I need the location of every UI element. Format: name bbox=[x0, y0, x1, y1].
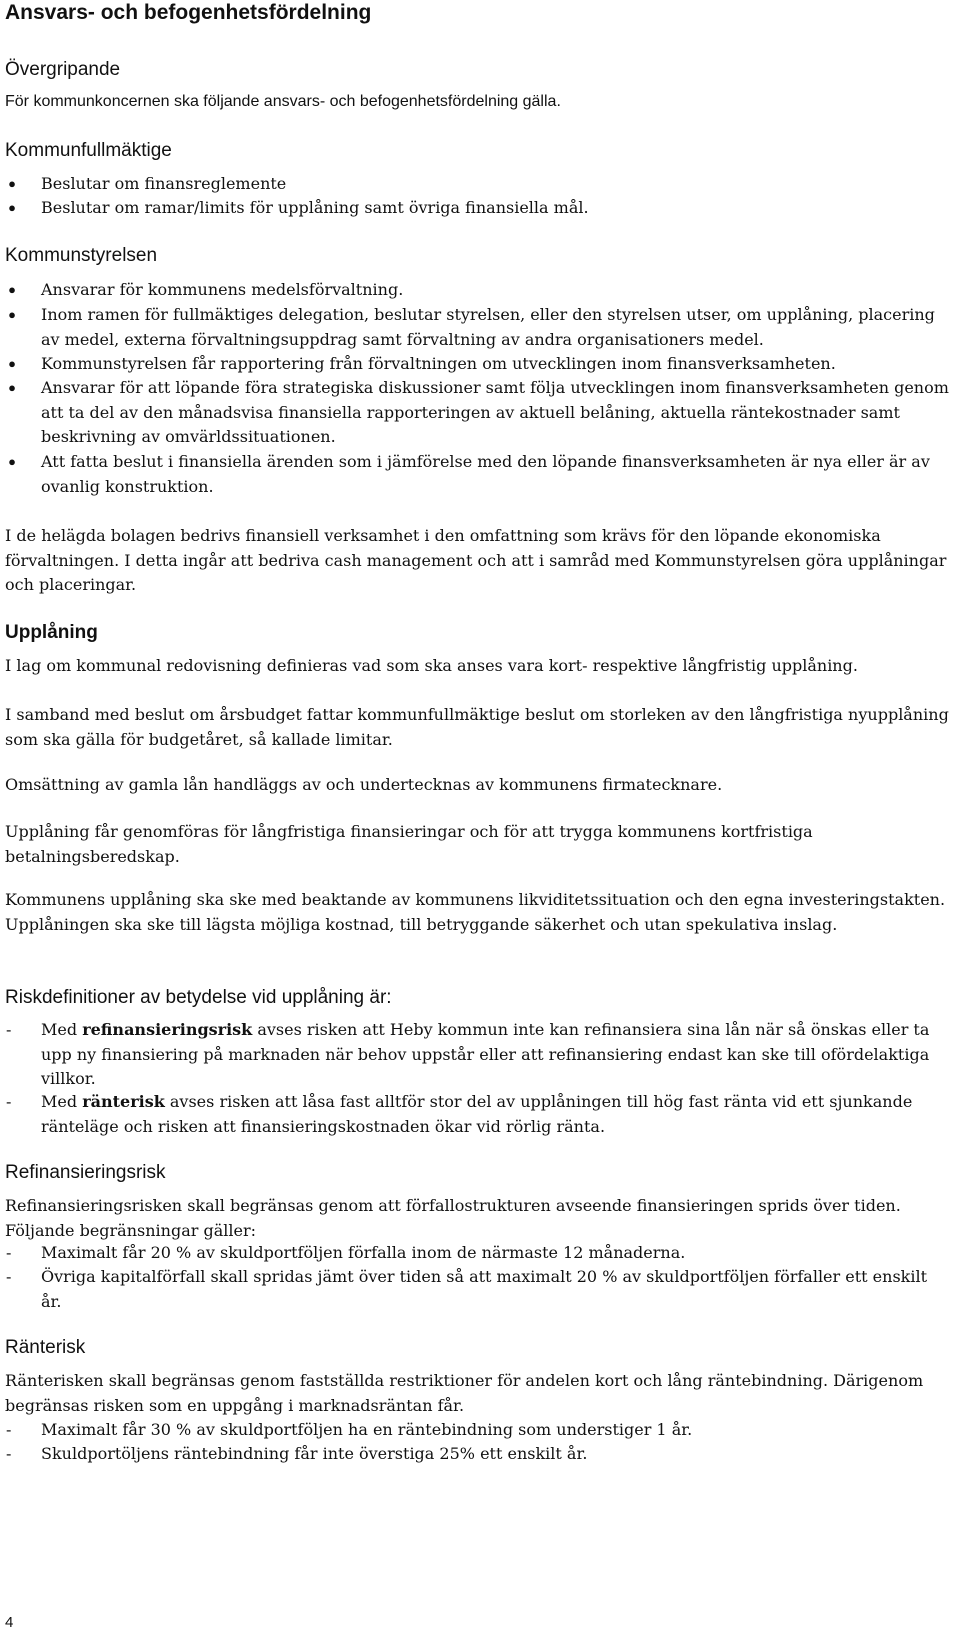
list-item-text: Med bbox=[41, 1092, 83, 1111]
list-item-text: Med bbox=[41, 1020, 83, 1039]
paragraph-refinansieringsrisk: Refinansieringsrisken skall begränsas genom att förfallostrukturen avseende finansieringen sprids över tiden. Följande begränsningar gäller: bbox=[5, 1196, 901, 1240]
paragraph-upplaning-3: Omsättning av gamla lån handläggs av och undertecknas av kommunens firmatecknare. bbox=[5, 775, 723, 794]
list-item bbox=[41, 1018, 951, 1092]
list-item-text: Kommunstyrelsen får rapportering från förvaltningen om utvecklingen inom finansverksamheten. bbox=[41, 354, 836, 373]
list-item bbox=[41, 196, 951, 221]
heading-kommunstyrelsen: Kommunstyrelsen bbox=[5, 245, 158, 266]
paragraph-ranterisk: Ränterisken skall begränsas genom fastställda restriktioner för andelen kort och lång räntebindning. Därigenom begränsas risken som en uppgång i marknadsräntan får. bbox=[5, 1371, 924, 1415]
list-item-text: Att fatta beslut i finansiella ärenden som i jämförelse med den löpande finansverksamheten är nya eller är av ovanlig konstruktion. bbox=[41, 452, 930, 496]
page-number: 4 bbox=[5, 1614, 14, 1631]
dash-icon: - bbox=[6, 1420, 12, 1439]
list-item-text: Maximalt får 20 % av skuldportföljen förfalla inom de närmaste 12 månaderna. bbox=[41, 1243, 686, 1262]
heading-kommunfullmaktige: Kommunfullmäktige bbox=[5, 140, 172, 161]
list-item bbox=[41, 303, 951, 352]
paragraph-upplaning-5: Kommunens upplåning ska ske med beaktande av kommunens likviditetssituation och den egna investeringstakten. Upplåningen ska ske till lägsta möjliga kostnad, till betryggande säkerhet och utan spekulativa inslag. bbox=[5, 890, 946, 934]
list-item bbox=[41, 1090, 951, 1139]
paragraph-upplaning-2: I samband med beslut om årsbudget fattar kommunfullmäktige beslut om storleken av den långfristiga nyupplåning som ska gälla för budgetåret, så kallade limitar. bbox=[5, 705, 949, 749]
list-item bbox=[41, 1418, 951, 1443]
list-item-text: Övriga kapitalförfall skall spridas jämt över tiden så att maximalt 20 % av skuldportföljen förfaller ett enskilt år. bbox=[41, 1267, 928, 1311]
list-item-text: Ansvarar för kommunens medelsförvaltning. bbox=[41, 280, 404, 299]
list-item-text: Inom ramen för fullmäktiges delegation, beslutar styrelsen, eller den styrelsen utser, om upplåning, placering av medel, externa förvaltningsuppdrag samt förvaltning av andra organisationers medel. bbox=[41, 305, 935, 349]
dash-icon: - bbox=[6, 1243, 12, 1262]
list-item bbox=[41, 450, 951, 499]
paragraph-overgripande: För kommunkoncernen ska följande ansvars- och befogenhetsfördelning gälla. bbox=[5, 93, 561, 110]
heading-ranterisk: Ränterisk bbox=[5, 1337, 86, 1358]
list-item bbox=[41, 1241, 951, 1266]
paragraph-upplaning-4: Upplåning får genomföras för långfristiga finansieringar och för att trygga kommunens kortfristiga betalningsberedskap. bbox=[5, 822, 813, 866]
list-item-text: Beslutar om ramar/limits för upplåning samt övriga finansiella mål. bbox=[41, 198, 589, 217]
list-item-text: avses risken att låsa fast alltför stor del av upplåningen till hög fast ränta vid ett sjunkande ränteläge och risken att finansieringskostnaden ökar vid rörlig ränta. bbox=[41, 1092, 913, 1136]
list-item-text: Maximalt får 30 % av skuldportföljen ha en räntebindning som understiger 1 år. bbox=[41, 1420, 693, 1439]
dash-icon: - bbox=[6, 1092, 12, 1111]
list-item bbox=[41, 172, 951, 197]
list-item bbox=[41, 1265, 951, 1314]
dash-icon: - bbox=[6, 1020, 12, 1039]
page-title: Ansvars- och befogenhetsfördelning bbox=[5, 1, 372, 24]
list-item-text: Beslutar om finansreglemente bbox=[41, 174, 287, 193]
bullet-icon: ● bbox=[8, 200, 16, 215]
bullet-icon: ● bbox=[8, 282, 16, 297]
term-refinansieringsrisk: refinansieringsrisk bbox=[82, 1020, 253, 1039]
list-item-text: Skuldportöljens räntebindning får inte överstiga 25% ett enskilt år. bbox=[41, 1444, 588, 1463]
list-item bbox=[41, 376, 951, 450]
list-item bbox=[41, 1442, 951, 1467]
heading-riskdefinitioner: Riskdefinitioner av betydelse vid upplåning är: bbox=[5, 987, 392, 1008]
heading-upplaning: Upplåning bbox=[5, 622, 98, 643]
paragraph-bolag: I de helägda bolagen bedrivs finansiell verksamhet i den omfattning som krävs för den löpande ekonomiska förvaltningen. I detta ingår att bedriva cash management och att i samråd med Kommunstyrelsen göra upplåningar och placeringar. bbox=[5, 526, 947, 594]
dash-icon: - bbox=[6, 1267, 12, 1286]
bullet-icon: ● bbox=[8, 176, 16, 191]
dash-icon: - bbox=[6, 1444, 12, 1463]
paragraph-upplaning-1: I lag om kommunal redovisning definieras vad som ska anses vara kort- respektive långfristig upplåning. bbox=[5, 656, 858, 675]
list-item bbox=[41, 278, 951, 303]
list-item bbox=[41, 352, 951, 377]
heading-overgripande: Övergripande bbox=[5, 59, 121, 80]
term-ranterisk: ränterisk bbox=[82, 1092, 165, 1111]
heading-refinansieringsrisk: Refinansieringsrisk bbox=[5, 1162, 166, 1183]
bullet-icon: ● bbox=[8, 356, 16, 371]
bullet-icon: ● bbox=[8, 454, 16, 469]
list-item-text: avses risken att Heby kommun inte kan refinansiera sina lån när så önskas eller ta upp ny finansiering på marknaden när behov uppstår eller att refinansiering endast kan ske till ofördelaktiga villkor. bbox=[41, 1020, 930, 1088]
bullet-icon: ● bbox=[8, 307, 16, 322]
list-item-text: Ansvarar för att löpande föra strategiska diskussioner samt följa utvecklingen inom finansverksamheten genom att ta del av den månadsvisa finansiella rapporteringen av aktuell belåning, aktuella räntekostnader samt beskrivning av omvärldssituationen. bbox=[41, 378, 949, 446]
bullet-icon: ● bbox=[8, 380, 16, 395]
